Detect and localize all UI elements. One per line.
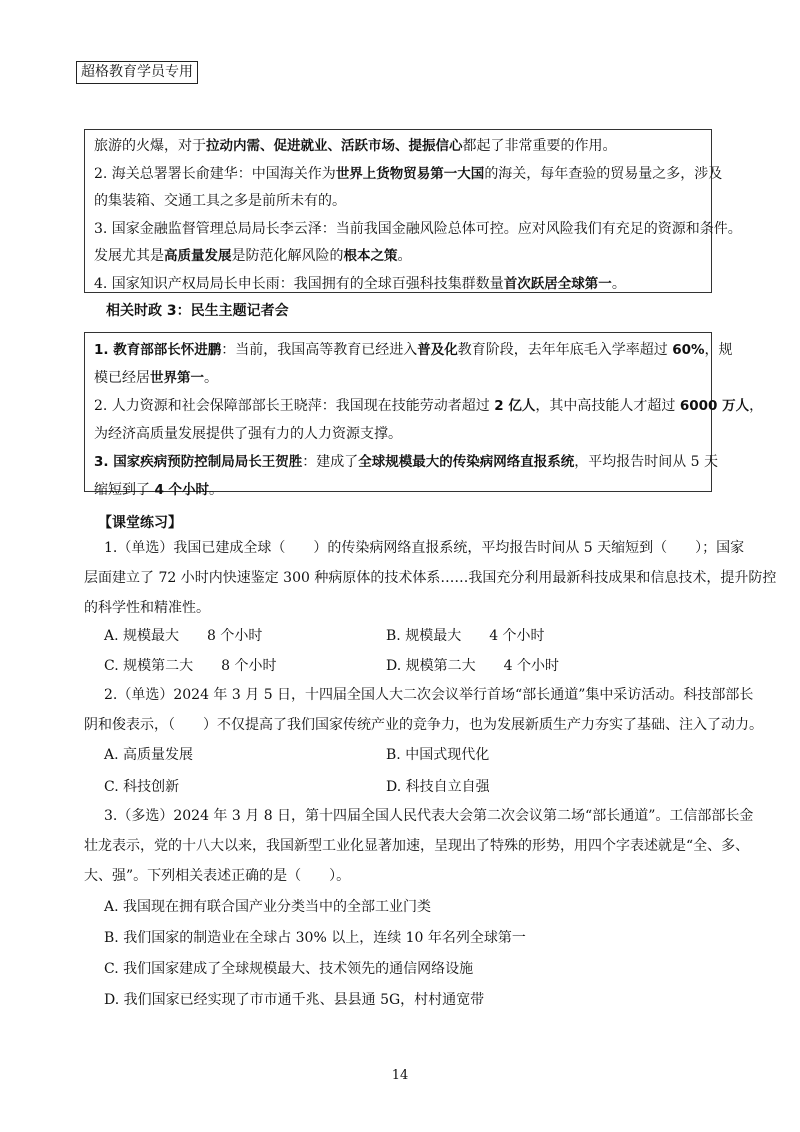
text: 。 [397,248,412,264]
text: 2. 海关总署署长俞建华：中国海关作为 [94,165,336,182]
q1-line-3: 的科学性和精准性。 [84,600,210,616]
bold-text: 60% [672,342,705,358]
header-badge: 超格教育学员专用 [76,61,198,84]
box2-line-3 [94,392,764,420]
text: 发展尤其是 [94,248,164,264]
text: ，其中高技能人才超过 [535,398,680,414]
page-number: 14 [391,1068,409,1083]
box2-line-6 [94,476,703,504]
q3-option-a[interactable]: A. 我国现在拥有联合国产业分类当中的全部工业门类 [104,899,432,915]
news-box-ministers [84,129,742,293]
text: 缩短到了 [94,482,155,498]
text: 。 [204,370,218,386]
bold-text: 世界上货物贸易第一大国 [335,165,485,182]
q3-option-b[interactable]: B. 我们国家的制造业在全球占 30% 以上，连续 10 年名列全球第一 [104,930,526,946]
text: 为经济高质量发展提供了强有力的人力资源支撑。 [94,426,402,442]
bold-text: 世界第一 [150,370,204,386]
text: 模已经居 [94,370,150,386]
text: 的海关，每年查验的贸易量之多，涉及 [484,165,723,182]
section-title: 相关时政 3：民生主题记者会 [106,303,289,319]
text: 4. 国家知识产权局局长申长雨：我国拥有的全球百强科技集群数量 [94,275,504,292]
q3-line-2: 壮龙表示，党的十八大以来，我国新型工业化显著加速，呈现出了特殊的形势，用四个字表述就是“全、多、 [84,838,750,854]
text: 教育阶段，去年年底毛入学率超过 [457,342,673,358]
q1-line-1: 1.（单选）我国已建成全球（ ）的传染病网络直报系统，平均报告时间从 5 天缩短到（ ）；国家 [104,540,745,556]
bold-text: 3. 国家疾病预防控制局局长王贺胜 [94,454,303,470]
box1-line-1 [94,133,703,161]
q3-line-3: 大、强”。下列相关表述正确的是（ ）。 [84,868,351,884]
q3-line-1: 3.（多选）2024 年 3 月 8 日，第十四届全国人民代表大会第二次会议第二场“部长通道”。工信部部长金 [104,808,754,824]
bold-text: 6000 万人 [679,398,750,414]
q2-line-2: 阴和俊表示，（ ）不仅提高了我们国家传统产业的竞争力，也为发展新质生产力夯实了基础、注入了动力。 [84,717,763,733]
box1-line-2 [94,161,723,189]
text: 是防范化解风险的 [231,248,344,264]
bold-text: 普及化 [417,342,458,358]
q2-option-c[interactable]: C. 科技创新 [104,779,180,795]
box1-line-6 [94,271,703,299]
practice-title: 【课堂练习】 [98,515,182,531]
question-2 [84,680,763,740]
box2-line-5 [94,448,719,476]
bold-text: 1. 教育部部长怀进鹏 [94,342,222,358]
text: ，规 [704,342,733,358]
text: 。 [209,482,224,498]
q1-option-d[interactable]: D. 规模第二大 4 个小时 [386,658,559,674]
box1-line-3 [94,188,703,216]
question-1 [84,533,777,623]
q3-option-c[interactable]: C. 我们国家建成了全球规模最大、技术领先的通信网络设施 [104,961,474,977]
box1-line-4 [94,216,742,244]
text: ：当前，我国高等教育已经进入 [221,342,418,358]
q2-option-d[interactable]: D. 科技自立自强 [386,779,490,795]
text: 的集装箱、交通工具之多是前所未有的。 [94,193,346,209]
bold-text: 高质量发展 [164,248,232,264]
news-box-livelihood [84,332,764,498]
bold-text: 4 个小时 [154,482,210,498]
bold-text: 全球规模最大的传染病网络直报系统 [358,454,575,470]
text: 旅游的火爆，对于 [94,138,206,154]
q2-line-1: 2.（单选）2024 年 3 月 5 日，十四届全国人大二次会议举行首场“部长通道”集中采访活动。科技部部长 [104,687,754,703]
text: 。 [611,275,626,292]
text: 3. 国家金融监督管理总局局长李云泽：当前我国金融风险总体可控。应对风险我们有充足的资源和条件。 [94,220,742,237]
q1-option-a[interactable]: A. 规模最大 8 个小时 [104,628,263,644]
text: 都起了非常重要的作用。 [462,138,617,154]
box2-line-1 [94,336,733,364]
q1-option-c[interactable]: C. 规模第二大 8 个小时 [104,658,277,674]
text: 2. 人力资源和社会保障部部长王晓萍：我国现在技能劳动者超过 [94,398,495,414]
q2-option-b[interactable]: B. 中国式现代化 [386,747,490,763]
q1-line-2: 层面建立了 72 小时内快速鉴定 300 种病原体的技术体系……我国充分利用最新科技成果和信息技术，提升防控 [84,570,777,586]
box1-line-5 [94,243,703,271]
text: ：建成了 [302,454,359,470]
q2-option-a[interactable]: A. 高质量发展 [104,747,194,763]
box2-line-4 [94,420,703,448]
box2-line-2 [94,364,703,392]
bold-text: 首次跃居全球第一 [503,275,612,292]
bold-text: 拉动内需、促进就业、活跃市场、提振信心 [206,138,463,154]
bold-text: 2 亿人 [494,398,536,414]
bold-text: 根本之策 [343,248,398,264]
text: ， [749,398,764,414]
text: ，平均报告时间从 5 天 [574,454,719,470]
q3-option-d[interactable]: D. 我们国家已经实现了市市通千兆、县县通 5G，村村通宽带 [104,992,485,1008]
q1-option-b[interactable]: B. 规模最大 4 个小时 [386,628,545,644]
question-3 [84,801,754,891]
